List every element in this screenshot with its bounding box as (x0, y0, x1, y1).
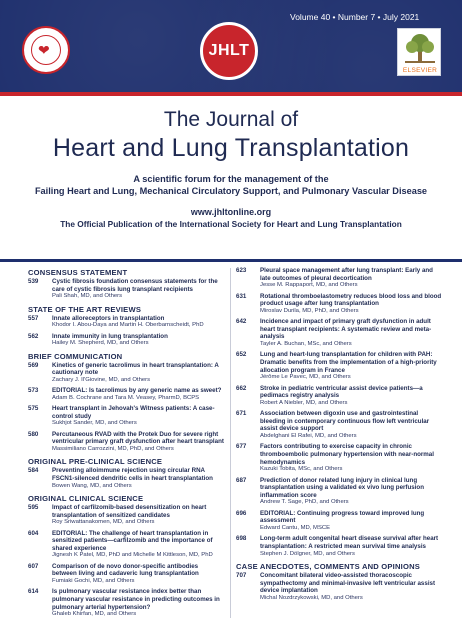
publisher-name: ELSEVIER (402, 67, 438, 74)
journal-title-line1: The Journal of (163, 108, 299, 131)
toc-entry-body (260, 267, 444, 292)
toc-article-authors: Edward Cantu, MD, MSCE (260, 524, 331, 531)
toc-entry-body (260, 351, 444, 383)
toc-entry-body (52, 405, 224, 430)
toc-article-title: Long-term adult congenital heart disease survival after heart transplantation: A restricted mean survival time analysis (260, 535, 439, 550)
journal-title-line2: Heart and Lung Transplantation (52, 134, 410, 162)
toc-article-authors: Pali Shah, MD, and Others (52, 293, 123, 300)
toc-entry-body (260, 318, 444, 350)
title-block (0, 100, 462, 229)
toc-page-number: 631 (236, 292, 247, 300)
toc-entry[interactable] (28, 387, 224, 404)
website-link[interactable]: www.jhltonline.org (190, 207, 272, 217)
toc-entry[interactable] (236, 410, 444, 442)
toc-page-number: 696 (236, 509, 247, 517)
toc-page-number: 573 (28, 387, 39, 395)
toc-entry[interactable] (236, 385, 444, 410)
toc-page-number: 607 (28, 562, 39, 570)
toc-article-title: Heart transplant in Jehovah's Witness patients: A case-control study (52, 405, 215, 420)
toc-entry[interactable] (28, 333, 224, 350)
column-divider (230, 268, 231, 618)
toc-entry[interactable] (28, 563, 224, 588)
toc-article-authors: Kazuki Tobita, MSc, and Others (260, 466, 343, 473)
toc-article-title: Innate alloreceptors in transplantation (52, 314, 165, 322)
toc-page-number: 595 (28, 503, 39, 511)
elsevier-tree-icon (401, 31, 439, 65)
toc-page-number: 580 (28, 430, 39, 438)
toc-entry-body (52, 278, 224, 303)
toc-article-authors: Roy Sriwattanakomen, MD, and Others (52, 519, 155, 526)
toc-article-title: Pleural space management after lung transplant: Early and late outcomes of pleural decortication (260, 267, 433, 282)
toc-entry-body (260, 385, 444, 410)
heart-seal-icon: ❤ (22, 26, 70, 74)
toc-entry-body (260, 410, 444, 442)
toc-entry-body (52, 467, 224, 492)
toc-page-number: 614 (28, 588, 39, 596)
toc-page-number: 562 (28, 332, 39, 340)
toc-article-authors: Bowen Wang, MD, and Others (52, 482, 132, 489)
toc-page-number: 652 (236, 351, 247, 359)
volume-issue-line: Volume 40 • Number 7 • July 2021 (290, 12, 420, 22)
toc-entry-body (52, 563, 224, 588)
journal-subtitle (0, 173, 462, 197)
toc-article-title: Lung and heart-lung transplantation for children with PAH: Dramatic benefits from the implementation of a high-priority allocation program in France (260, 351, 437, 374)
toc-article-title: Association between digoxin use and gastrointestinal bleeding in contemporary continuous flow left ventricular assist device support (260, 410, 430, 433)
red-accent-stripe (0, 92, 462, 96)
toc-article-authors: Sukhjot Sander, MD, and Others (52, 420, 137, 427)
toc-article-title: Kinetics of generic tacrolimus in heart transplantation: A cautionary note (52, 361, 219, 377)
toc-entry-body (260, 477, 444, 509)
toc-article-authors: Robert A Niebler, MD, and Others (260, 399, 348, 406)
toc-section-heading: ORIGINAL CLINICAL SCIENCE (28, 493, 144, 503)
toc-entry[interactable] (28, 405, 224, 430)
toc-entry[interactable] (28, 431, 224, 456)
subtitle-line2: Failing Heart and Lung, Mechanical Circulatory Support, and Pulmonary Vascular Disease (34, 186, 428, 196)
toc-article-authors: Miroslav Durila, MD, PhD, and Others (260, 307, 359, 314)
toc-page-number: 569 (28, 361, 39, 369)
toc-article-title: Innate immunity in lung transplantation (52, 332, 168, 340)
toc-page-number: 677 (236, 443, 247, 451)
toc-section-heading: CASE ANECDOTES, COMMENTS AND OPINIONS (236, 561, 421, 571)
toc-entry[interactable] (236, 267, 444, 292)
toc-article-title: EDITORIAL: Continuing progress toward improved lung assessment (260, 509, 425, 525)
toc-article-authors: Adam B. Cochrane and Tara M. Veasey, PharmD, BCPS (52, 394, 200, 401)
toc-page-number: 584 (28, 467, 39, 475)
toc-page-number: 687 (236, 476, 247, 484)
toc-article-authors: Abdelghani El Rafei, MD, and Others (260, 432, 357, 439)
toc-entry[interactable] (236, 443, 444, 475)
toc-entry[interactable] (28, 278, 224, 303)
toc-page-number: 671 (236, 410, 247, 418)
toc-entry[interactable] (28, 588, 224, 620)
subtitle-line1: A scientific forum for the management of the (133, 174, 329, 184)
toc-article-title: Percutaneous RVAD with the Protek Duo for severe right ventricular primary graft dysfunction after heart transplant (52, 430, 224, 446)
toc-entry[interactable] (236, 318, 444, 350)
toc-entry-body (52, 387, 224, 404)
toc-article-title: EDITORIAL: Is tacrolimus by any generic name as sweet? (52, 387, 222, 395)
toc-entry[interactable] (236, 351, 444, 383)
toc-article-title: Preventing alloimmune rejection using circular RNA FSCN1-silenced dendritic cells in heart transplantation (52, 467, 213, 482)
toc-entry[interactable] (28, 530, 224, 562)
toc-page-number: 557 (28, 314, 39, 322)
toc-page-number: 698 (236, 535, 247, 543)
toc-entry-body (52, 362, 224, 387)
toc-section-heading: BRIEF COMMUNICATION (28, 351, 123, 361)
toc-page-number: 623 (236, 267, 247, 274)
toc-entry-body (52, 504, 224, 529)
toc-entry[interactable] (236, 293, 444, 318)
toc-entry-body (260, 510, 444, 535)
toc-article-authors: Zachary J. Il'Giovine, MD, and Others (52, 376, 151, 383)
toc-entry-body (52, 315, 224, 332)
toc-entry[interactable] (28, 504, 224, 529)
toc-article-authors: Andrew T. Sage, PhD, and Others (260, 499, 349, 506)
toc-article-authors: Fumiaki Gochi, MD, and Others (52, 577, 135, 584)
toc-left-column (28, 266, 224, 621)
official-publication-line: The Official Publication of the International Society for Heart and Lung Transplantation (60, 219, 402, 229)
jhlt-badge-text: JHLT (208, 42, 250, 59)
toc-article-title: Is pulmonary vascular resistance index better than pulmonary vascular resistance in predicting outcomes in pulmonary arterial hypertension? (52, 588, 220, 611)
toc-article-authors: Jignesh K Patel, MD, PhD and Michelle M Kittleson, MD, PhD (52, 552, 213, 559)
toc-entry-body (260, 443, 444, 475)
toc-article-authors: Stephen J. Dölgner, MD, and Others (260, 550, 355, 557)
publisher-logo (397, 28, 441, 76)
toc-article-title: EDITORIAL: The challenge of heart transplantation in sensitized patients—carfilzomib and the importance of shared experience (52, 529, 213, 552)
toc-article-title: Comparison of de novo donor-specific antibodies between living and cadaveric lung transplantation (52, 562, 199, 578)
toc-article-authors: Tayler A. Buchan, MSc, and Others (260, 340, 352, 347)
toc-page-number: 539 (28, 278, 39, 285)
jhlt-logo-badge (200, 22, 258, 80)
toc-page-number: 604 (28, 529, 39, 537)
toc-section-heading: CONSENSUS STATEMENT (28, 268, 128, 277)
toc-entry-body (52, 530, 224, 562)
toc-article-authors: Ghaleb Khirfan, MD, and Others (52, 611, 137, 618)
toc-article-title: Concomitant bilateral video-assisted thoracoscopic sympathectomy and minimal-invasive left ventricular assist device implantation (260, 571, 436, 595)
toc-entry-body (52, 588, 224, 620)
toc-entry-body (260, 535, 444, 560)
toc-entry[interactable] (236, 510, 444, 535)
toc-entry-body (260, 293, 444, 318)
toc-article-authors: Khodor I. Abou-Daya and Martin H. Oberbarnscheidt, PhD (52, 322, 204, 329)
toc-article-authors: Hailey M. Shepherd, MD, and Others (52, 340, 149, 347)
toc-article-title: Factors contributing to exercise capacity in chronic thromboembolic pulmonary hypertension with near-normal hemodynamics (260, 443, 434, 466)
toc-section-heading: STATE OF THE ART REVIEWS (28, 304, 142, 314)
toc-entry[interactable] (28, 315, 224, 332)
toc-entry[interactable] (28, 467, 224, 492)
toc-article-authors: Jérôme Le Pavec, MD, and Others (260, 374, 351, 381)
toc-article-title: Cystic fibrosis foundation consensus statements for the care of cystic fibrosis lung transplant recipients (52, 278, 218, 293)
toc-page-number: 575 (28, 405, 39, 413)
toc-article-authors: Jesse M. Rappaport, MD, and Others (260, 282, 358, 289)
toc-page-number: 662 (236, 384, 247, 392)
toc-article-title: Incidence and impact of primary graft dysfunction in adult heart transplant recipients: A systematic review and meta-analysis (260, 318, 432, 341)
toc-entry[interactable] (236, 477, 444, 509)
toc-entry[interactable] (236, 535, 444, 560)
toc-entry-body (52, 333, 224, 350)
contents-divider (0, 259, 462, 262)
toc-article-authors: Massimiliano Carrozzini, MD, PhD, and Others (52, 445, 174, 452)
toc-article-title: Rotational thromboelastometry reduces blood loss and blood product usage after lung transplantation (260, 292, 442, 308)
header-band (0, 0, 462, 96)
toc-entry[interactable] (236, 572, 444, 604)
toc-entry-body (260, 572, 444, 604)
toc-section-heading: ORIGINAL PRE-CLINICAL SCIENCE (28, 457, 163, 467)
toc-entry[interactable] (28, 362, 224, 387)
toc-page-number: 707 (236, 571, 247, 579)
toc-page-number: 642 (236, 318, 247, 326)
toc-entry-body (52, 431, 224, 456)
toc-article-title: Prediction of donor related lung injury in clinical lung transplantation using a validated ex vivo lung perfusion inflammation score (260, 476, 424, 499)
toc-article-title: Stroke in pediatric ventricular assist device patients—a pedimacs registry analysis (260, 384, 423, 400)
toc-right-column (236, 266, 444, 604)
toc-article-authors: Michal Nozdrzykowski, MD, and Others (260, 594, 363, 601)
toc-article-title: Impact of carfilzomib-based desensitization on heart transplantation of sensitized candidates (52, 503, 207, 519)
